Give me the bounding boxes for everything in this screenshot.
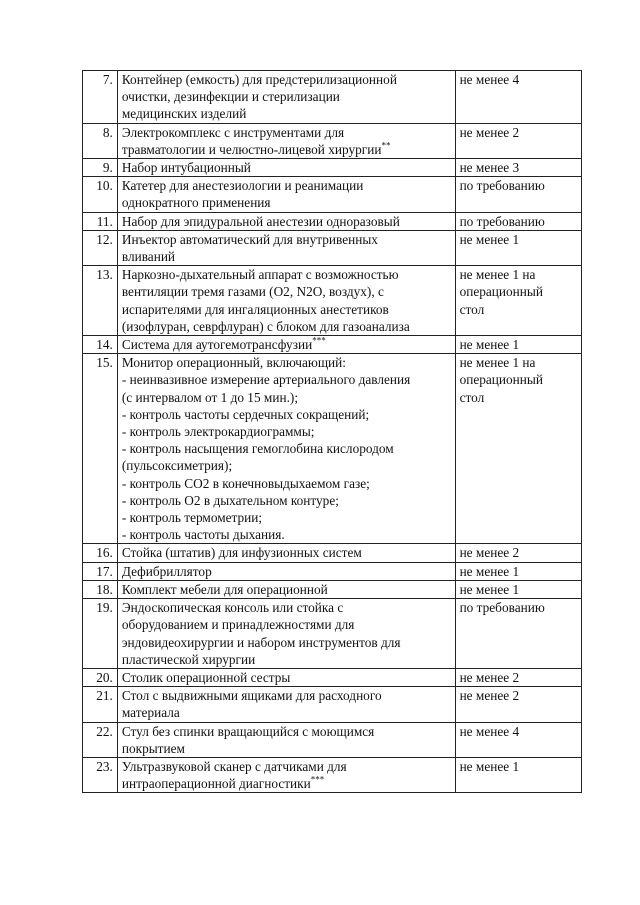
quantity-line: операционный: [459, 372, 543, 388]
equipment-name-text: эндовидеохирургии и набором инструментов для: [121, 634, 401, 650]
equipment-name-text: испарителями для ингаляционных анестетиков: [121, 301, 389, 317]
equipment-name-cell: [117, 123, 455, 158]
row-number: 16.: [83, 544, 118, 562]
equipment-name-line: [122, 159, 451, 176]
quantity-line: стол: [459, 389, 485, 405]
row-number: 7.: [83, 71, 118, 124]
table-row: [83, 266, 582, 336]
footnote-marker: **: [381, 140, 391, 151]
equipment-name-line: [122, 723, 451, 740]
quantity-cell: [455, 71, 581, 124]
equipment-name-line: [122, 563, 451, 580]
equipment-name-line: [122, 389, 451, 406]
quantity-line: не менее 4: [459, 723, 520, 739]
equipment-name-line: [122, 354, 451, 371]
table-row: [83, 354, 582, 544]
quantity-cell: [455, 336, 581, 354]
equipment-name-text: Наркозно-дыхательный аппарат с возможностью: [121, 267, 399, 283]
equipment-name-text: Столик операционной сестры: [121, 669, 291, 685]
equipment-name-text: Монитор операционный, включающий:: [121, 355, 346, 371]
quantity-cell: [455, 123, 581, 158]
equipment-name-text: Стойка (штатив) для инфузионных систем: [121, 545, 362, 561]
table-row: [83, 562, 582, 580]
equipment-name-text: вентиляции тремя газами (О2, N2O, воздух), с: [121, 284, 384, 300]
equipment-name-text: (с интервалом от 1 до 15 мин.);: [121, 389, 299, 405]
quantity-cell: [455, 599, 581, 669]
row-number: 23.: [83, 757, 118, 792]
quantity-cell: [455, 266, 581, 336]
quantity-line: не менее 3: [459, 160, 520, 176]
equipment-name-text: Система для аутогемотрансфузии: [121, 337, 313, 353]
equipment-name-cell: [117, 71, 455, 124]
equipment-name-line: [122, 88, 451, 105]
row-number: 20.: [83, 668, 118, 686]
equipment-name-line: [122, 526, 451, 543]
table-row: [83, 336, 582, 354]
equipment-name-text: Стул без спинки вращающийся с моющимся: [121, 723, 375, 739]
row-number: 9.: [83, 159, 118, 177]
equipment-name-text: - неинвазивное измерение артериального давления: [121, 372, 411, 388]
equipment-name-line: [122, 371, 451, 388]
quantity-line: не менее 2: [459, 124, 520, 140]
equipment-name-cell: [117, 177, 455, 212]
equipment-name-line: [122, 248, 451, 265]
quantity-cell: [455, 757, 581, 792]
table-row: [83, 230, 582, 265]
table-row: [83, 123, 582, 158]
equipment-name-line: [122, 492, 451, 509]
equipment-name-cell: [117, 230, 455, 265]
equipment-name-line: [122, 177, 451, 194]
row-number: 12.: [83, 230, 118, 265]
quantity-line: не менее 2: [459, 545, 520, 561]
equipment-name-text: пластической хирургии: [121, 651, 256, 667]
quantity-line: не менее 2: [459, 669, 520, 685]
quantity-line: не менее 4: [459, 72, 520, 87]
quantity-line: не менее 1: [459, 581, 520, 597]
quantity-line: не менее 1: [459, 337, 520, 353]
table-row: [83, 722, 582, 757]
equipment-name-cell: [117, 159, 455, 177]
equipment-name-line: [122, 616, 451, 633]
quantity-cell: [455, 562, 581, 580]
row-number: 14.: [83, 336, 118, 354]
equipment-name-text: Набор интубационный: [121, 160, 251, 176]
quantity-line: по требованию: [459, 600, 545, 616]
equipment-name-line: [122, 440, 451, 457]
row-number: 17.: [83, 562, 118, 580]
equipment-name-line: [122, 651, 451, 668]
quantity-line: не менее 1: [459, 231, 520, 247]
equipment-name-cell: [117, 354, 455, 544]
quantity-cell: [455, 544, 581, 562]
table-row: [83, 159, 582, 177]
equipment-name-text: (пульсоксиметрия);: [121, 458, 233, 474]
equipment-name-text: Эндоскопическая консоль или стойка с: [121, 600, 344, 616]
equipment-name-line: [122, 423, 451, 440]
equipment-name-text: - контроль электрокардиограммы;: [121, 424, 315, 440]
row-number: 8.: [83, 123, 118, 158]
equipment-name-text: - контроль термометрии;: [121, 510, 263, 526]
quantity-cell: [455, 177, 581, 212]
equipment-name-cell: [117, 687, 455, 722]
quantity-line: не менее 2: [459, 688, 520, 704]
table-row: [83, 668, 582, 686]
equipment-name-line: [122, 740, 451, 757]
equipment-name-line: [122, 105, 451, 122]
equipment-name-line: [122, 758, 451, 775]
equipment-name-cell: [117, 599, 455, 669]
equipment-name-line: [122, 544, 451, 561]
equipment-name-text: - контроль насыщения гемоглобина кислородом: [121, 441, 394, 457]
equipment-name-line: [122, 336, 451, 353]
equipment-name-line: [122, 599, 451, 616]
equipment-name-cell: [117, 722, 455, 757]
equipment-name-line: [122, 634, 451, 651]
equipment-name-text: материала: [121, 705, 180, 721]
equipment-name-line: [122, 213, 451, 230]
table-row: [83, 71, 582, 124]
equipment-name-text: Ультразвуковой сканер с датчиками для: [121, 758, 347, 774]
quantity-cell: [455, 722, 581, 757]
equipment-name-text: покрытием: [121, 740, 185, 756]
equipment-name-line: [122, 509, 451, 526]
row-number: 19.: [83, 599, 118, 669]
quantity-cell: [455, 687, 581, 722]
quantity-line: не менее 1 на: [459, 267, 536, 283]
row-number: 10.: [83, 177, 118, 212]
equipment-name-text: Набор для эпидуральной анестезии одноразовый: [121, 213, 400, 229]
quantity-cell: [455, 212, 581, 230]
equipment-name-line: [122, 775, 451, 792]
quantity-line: по требованию: [459, 178, 545, 194]
equipment-name-line: [122, 318, 451, 335]
equipment-name-cell: [117, 562, 455, 580]
table-row: [83, 580, 582, 598]
quantity-cell: [455, 354, 581, 544]
equipment-name-line: [122, 457, 451, 474]
equipment-name-cell: [117, 580, 455, 598]
row-number: 11.: [83, 212, 118, 230]
row-number: 21.: [83, 687, 118, 722]
table-row: [83, 177, 582, 212]
equipment-name-text: Стол с выдвижными ящиками для расходного: [121, 688, 382, 704]
equipment-name-text: медицинских изделий: [121, 106, 247, 122]
equipment-name-line: [122, 406, 451, 423]
equipment-name-text: - контроль частоты сердечных сокращений;: [121, 406, 370, 422]
equipment-name-text: однократного применения: [121, 195, 271, 211]
footnote-marker: ***: [310, 774, 325, 785]
equipment-name-line: [122, 687, 451, 704]
equipment-name-text: оборудованием и принадлежностями для: [121, 617, 355, 633]
quantity-cell: [455, 159, 581, 177]
equipment-name-cell: [117, 212, 455, 230]
quantity-line: по требованию: [459, 213, 545, 229]
equipment-table: [82, 70, 582, 793]
quantity-line: не менее 1: [459, 758, 520, 774]
equipment-name-text: Инъектор автоматический для внутривенных: [121, 231, 378, 247]
equipment-name-text: (изофлуран, севрфлуран) с блоком для газоанализа: [121, 318, 410, 334]
equipment-name-line: [122, 266, 451, 283]
equipment-name-line: [122, 581, 451, 598]
equipment-name-text: - контроль частоты дыхания.: [121, 527, 285, 543]
footnote-marker: ***: [312, 335, 326, 346]
equipment-name-line: [122, 231, 451, 248]
equipment-name-cell: [117, 266, 455, 336]
equipment-name-text: - контроль СО2 в конечновыдыхаемом газе;: [121, 475, 370, 491]
equipment-name-line: [122, 71, 451, 88]
equipment-name-line: [122, 283, 451, 300]
equipment-name-text: интраоперационной диагностики: [121, 776, 311, 792]
equipment-name-text: очистки, дезинфекции и стерилизации: [121, 89, 340, 105]
quantity-cell: [455, 668, 581, 686]
equipment-name-text: Электрокомплекс с инструментами для: [121, 124, 345, 140]
quantity-line: не менее 1: [459, 563, 520, 579]
equipment-name-line: [122, 141, 451, 158]
table-row: [83, 687, 582, 722]
equipment-name-line: [122, 704, 451, 721]
equipment-name-line: [122, 124, 451, 141]
equipment-name-text: Комплект мебели для операционной: [121, 581, 328, 597]
equipment-name-line: [122, 194, 451, 211]
equipment-name-cell: [117, 757, 455, 792]
row-number: 22.: [83, 722, 118, 757]
equipment-name-text: Катетер для анестезиологии и реанимации: [121, 178, 364, 194]
equipment-name-text: Контейнер (емкость) для предстерилизационной: [121, 72, 397, 87]
equipment-name-text: - контроль О2 в дыхательном контуре;: [121, 492, 339, 508]
quantity-line: стол: [459, 301, 485, 317]
quantity-cell: [455, 230, 581, 265]
equipment-name-cell: [117, 544, 455, 562]
equipment-name-line: [122, 475, 451, 492]
row-number: 13.: [83, 266, 118, 336]
equipment-name-line: [122, 669, 451, 686]
equipment-name-line: [122, 301, 451, 318]
table-row: [83, 544, 582, 562]
quantity-line: не менее 1 на: [459, 355, 536, 371]
table-row: [83, 212, 582, 230]
table-row: [83, 599, 582, 669]
equipment-name-text: Дефибриллятор: [121, 563, 212, 579]
equipment-name-text: вливаний: [121, 249, 176, 265]
row-number: 15.: [83, 354, 118, 544]
quantity-cell: [455, 580, 581, 598]
equipment-name-cell: [117, 336, 455, 354]
equipment-name-text: травматологии и челюстно-лицевой хирургии: [121, 141, 382, 157]
row-number: 18.: [83, 580, 118, 598]
table-row: [83, 757, 582, 792]
equipment-table-body: [83, 71, 582, 793]
equipment-name-cell: [117, 668, 455, 686]
quantity-line: операционный: [459, 284, 543, 300]
